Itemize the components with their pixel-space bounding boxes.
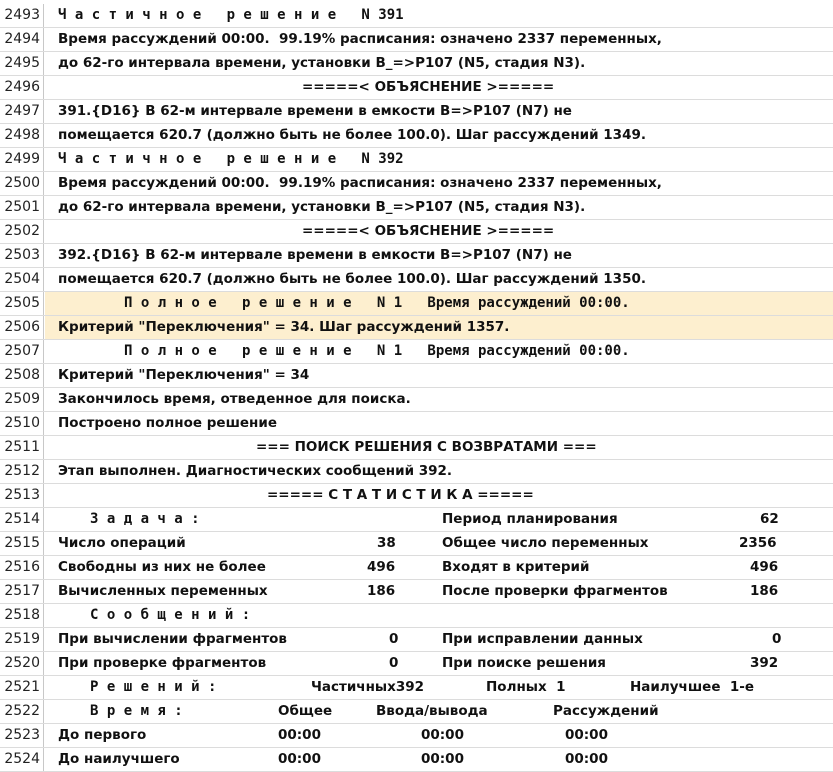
cell-text: Ч а с т и ч н о е р е ш е н и е N 391 xyxy=(58,7,404,23)
cell-a[interactable] xyxy=(45,748,833,771)
cell-a[interactable] xyxy=(45,268,833,291)
table-row[interactable] xyxy=(0,508,833,532)
row-number[interactable]: 2496 xyxy=(0,76,44,99)
cell-text: 00:00 xyxy=(421,751,464,767)
table-row[interactable] xyxy=(0,580,833,604)
table-row[interactable] xyxy=(0,700,833,724)
row-number[interactable]: 2522 xyxy=(0,700,44,723)
table-row[interactable] xyxy=(0,652,833,676)
cell-a[interactable] xyxy=(45,244,833,267)
stat-value: 62 xyxy=(760,511,779,527)
stat-label: Общее число переменных xyxy=(442,535,649,551)
cell-text: До наилучшего xyxy=(58,751,180,767)
table-row[interactable] xyxy=(0,28,833,52)
cell-a[interactable] xyxy=(45,412,833,435)
row-number[interactable]: 2508 xyxy=(0,364,44,387)
table-row[interactable] xyxy=(0,268,833,292)
cell-a[interactable] xyxy=(45,76,833,99)
cell-a[interactable] xyxy=(45,532,833,555)
cell-text: Наилучшее 1-е xyxy=(630,679,755,695)
cell-text: 00:00 xyxy=(565,751,608,767)
cell-text: П о л н о е р е ш е н и е N 1 Время рассуждений 00:00. xyxy=(124,295,630,311)
cell-text: 00:00 xyxy=(421,727,464,743)
table-row[interactable] xyxy=(0,676,833,700)
row-number[interactable]: 2505 xyxy=(0,292,44,315)
row-number[interactable]: 2501 xyxy=(0,196,44,219)
cell-text: До первого xyxy=(58,727,147,743)
stat-value: 2356 xyxy=(739,535,777,551)
cell-a[interactable] xyxy=(45,676,833,699)
stat-value: 496 xyxy=(750,559,779,575)
cell-text: помещается 620.7 (должно быть не более 100.0). Шаг рассуждений 1349. xyxy=(58,127,646,143)
row-number[interactable]: 2518 xyxy=(0,604,44,627)
cell-text: Построено полное решение xyxy=(58,415,277,431)
cell-text: Время рассуждений 00:00. 99.19% расписания: означено 2337 переменных, xyxy=(58,175,662,191)
cell-a[interactable] xyxy=(45,364,833,387)
cell-text: Этап выполнен. Диагностических сообщений 392. xyxy=(58,463,453,479)
stat-label: Период планирования xyxy=(442,511,618,527)
cell-text: до 62-го интервала времени, установки В_=>Р107 (N5, стадия N3). xyxy=(58,199,586,215)
cell-a[interactable] xyxy=(45,628,833,651)
row-number[interactable]: 2493 xyxy=(0,4,44,27)
row-number[interactable]: 2517 xyxy=(0,580,44,603)
row-number[interactable]: 2498 xyxy=(0,124,44,147)
table-row[interactable] xyxy=(0,172,833,196)
row-number[interactable]: 2514 xyxy=(0,508,44,531)
row-number[interactable]: 2511 xyxy=(0,436,44,459)
table-row[interactable] xyxy=(0,388,833,412)
table-row[interactable] xyxy=(0,532,833,556)
row-number[interactable]: 2504 xyxy=(0,268,44,291)
cell-a[interactable] xyxy=(45,148,833,171)
row-number[interactable]: 2521 xyxy=(0,676,44,699)
cell-a[interactable] xyxy=(45,220,833,243)
cell-a[interactable] xyxy=(45,340,833,363)
stat-value: 186 xyxy=(367,583,396,599)
row-number[interactable]: 2499 xyxy=(0,148,44,171)
cell-a[interactable] xyxy=(45,580,833,603)
cell-a[interactable] xyxy=(45,436,833,459)
cell-text: Критерий "Переключения" = 34 xyxy=(58,367,310,383)
table-row[interactable] xyxy=(0,412,833,436)
row-number[interactable]: 2510 xyxy=(0,412,44,435)
row-number[interactable]: 2509 xyxy=(0,388,44,411)
cell-text: помещается 620.7 (должно быть не более 100.0). Шаг рассуждений 1350. xyxy=(58,271,646,287)
stat-label: После проверки фрагментов xyxy=(442,583,668,599)
cell-a[interactable] xyxy=(45,652,833,675)
row-number[interactable]: 2519 xyxy=(0,628,44,651)
cell-text: === ПОИСК РЕШЕНИЯ С ВОЗВРАТАМИ === xyxy=(256,439,597,455)
stat-label: При проверке фрагментов xyxy=(58,655,267,671)
cell-a[interactable] xyxy=(45,292,833,315)
table-row[interactable] xyxy=(0,748,833,772)
stat-value: 496 xyxy=(367,559,396,575)
cell-text: Закончилось время, отведенное для поиска. xyxy=(58,391,411,407)
cell-a[interactable] xyxy=(45,508,833,531)
row-number[interactable]: 2512 xyxy=(0,460,44,483)
table-row[interactable] xyxy=(0,4,833,28)
table-row[interactable] xyxy=(0,460,833,484)
table-row[interactable] xyxy=(0,100,833,124)
cell-text: =====< ОБЪЯСНЕНИЕ >===== xyxy=(302,223,555,239)
row-number[interactable]: 2494 xyxy=(0,28,44,51)
cell-text: 00:00 xyxy=(278,751,321,767)
cell-text: Ч а с т и ч н о е р е ш е н и е N 392 xyxy=(58,151,404,167)
cell-a[interactable] xyxy=(45,388,833,411)
table-row[interactable] xyxy=(0,604,833,628)
table-row[interactable] xyxy=(0,124,833,148)
table-row[interactable] xyxy=(0,52,833,76)
cell-a[interactable] xyxy=(45,4,833,27)
stat-value: 38 xyxy=(377,535,396,551)
row-number[interactable]: 2513 xyxy=(0,484,44,507)
table-row[interactable] xyxy=(0,628,833,652)
cell-a[interactable] xyxy=(45,124,833,147)
row-number[interactable]: 2495 xyxy=(0,52,44,75)
cell-a[interactable] xyxy=(45,556,833,579)
cell-a[interactable] xyxy=(45,484,833,507)
cell-text: =====< ОБЪЯСНЕНИЕ >===== xyxy=(302,79,555,95)
table-row[interactable] xyxy=(0,724,833,748)
cell-text: 391.{D16} В 62-м интервале времени в емкости В=>Р107 (N7) не xyxy=(58,103,572,119)
stat-value: 392 xyxy=(750,655,779,671)
cell-text: Общее xyxy=(278,703,333,719)
cell-a[interactable] xyxy=(45,196,833,219)
cell-a[interactable] xyxy=(45,100,833,123)
table-row[interactable] xyxy=(0,220,833,244)
stat-label: Число операций xyxy=(58,535,186,551)
row-number[interactable]: 2500 xyxy=(0,172,44,195)
table-row[interactable] xyxy=(0,484,833,508)
cell-a[interactable] xyxy=(45,172,833,195)
row-number[interactable]: 2516 xyxy=(0,556,44,579)
cell-a[interactable] xyxy=(45,604,833,627)
cell-text: 00:00 xyxy=(278,727,321,743)
stat-label: Входят в критерий xyxy=(442,559,590,575)
row-number[interactable]: 2523 xyxy=(0,724,44,747)
table-row-highlighted[interactable] xyxy=(0,316,833,340)
cell-a[interactable] xyxy=(45,700,833,723)
table-row[interactable] xyxy=(0,340,833,364)
cell-text: 392.{D16} В 62-м интервале времени в емкости В=>Р107 (N7) не xyxy=(58,247,572,263)
cell-text: 00:00 xyxy=(565,727,608,743)
row-number[interactable]: 2502 xyxy=(0,220,44,243)
table-row-highlighted[interactable] xyxy=(0,292,833,316)
cell-a[interactable] xyxy=(45,52,833,75)
stat-label: При исправлении данных xyxy=(442,631,643,647)
table-row[interactable] xyxy=(0,76,833,100)
table-row[interactable] xyxy=(0,436,833,460)
row-number[interactable]: 2503 xyxy=(0,244,44,267)
cell-text: Ввода/вывода xyxy=(376,703,488,719)
cell-text: Полных 1 xyxy=(486,679,566,695)
cell-a[interactable] xyxy=(45,28,833,51)
table-row[interactable] xyxy=(0,364,833,388)
stat-value: 0 xyxy=(389,631,399,647)
cell-a[interactable] xyxy=(45,460,833,483)
cell-text: С о о б щ е н и й : xyxy=(90,607,251,623)
table-row[interactable] xyxy=(0,196,833,220)
table-row[interactable] xyxy=(0,556,833,580)
stat-value: 0 xyxy=(389,655,399,671)
cell-text: Время рассуждений 00:00. 99.19% расписания: означено 2337 переменных, xyxy=(58,31,662,47)
cell-text: Рассуждений xyxy=(553,703,659,719)
stat-label: Свободны из них не более xyxy=(58,559,266,575)
cell-text: Критерий "Переключения" = 34. Шаг рассуждений 1357. xyxy=(58,319,510,335)
stat-label: Вычисленных переменных xyxy=(58,583,268,599)
cell-text: ===== С Т А Т И С Т И К А ===== xyxy=(267,487,534,503)
stat-value: 186 xyxy=(750,583,779,599)
stat-value: 0 xyxy=(772,631,782,647)
cell-text: Р е ш е н и й : xyxy=(90,679,217,695)
cell-text: З а д а ч а : xyxy=(90,511,200,527)
row-number[interactable]: 2515 xyxy=(0,532,44,555)
stat-label: При вычислении фрагментов xyxy=(58,631,287,647)
row-number[interactable]: 2524 xyxy=(0,748,44,771)
table-row[interactable] xyxy=(0,244,833,268)
stat-label: При поиске решения xyxy=(442,655,606,671)
cell-text: Частичных392 xyxy=(311,679,424,695)
cell-text: В р е м я : xyxy=(90,703,183,719)
row-number[interactable]: 2520 xyxy=(0,652,44,675)
cell-text: П о л н о е р е ш е н и е N 1 Время рассуждений 00:00. xyxy=(124,343,630,359)
cell-text: до 62-го интервала времени, установки В_=>Р107 (N5, стадия N3). xyxy=(58,55,586,71)
table-row[interactable] xyxy=(0,148,833,172)
cell-a[interactable] xyxy=(45,724,833,747)
row-number[interactable]: 2507 xyxy=(0,340,44,363)
row-number[interactable]: 2497 xyxy=(0,100,44,123)
cell-a[interactable] xyxy=(45,316,833,339)
row-number[interactable]: 2506 xyxy=(0,316,44,339)
